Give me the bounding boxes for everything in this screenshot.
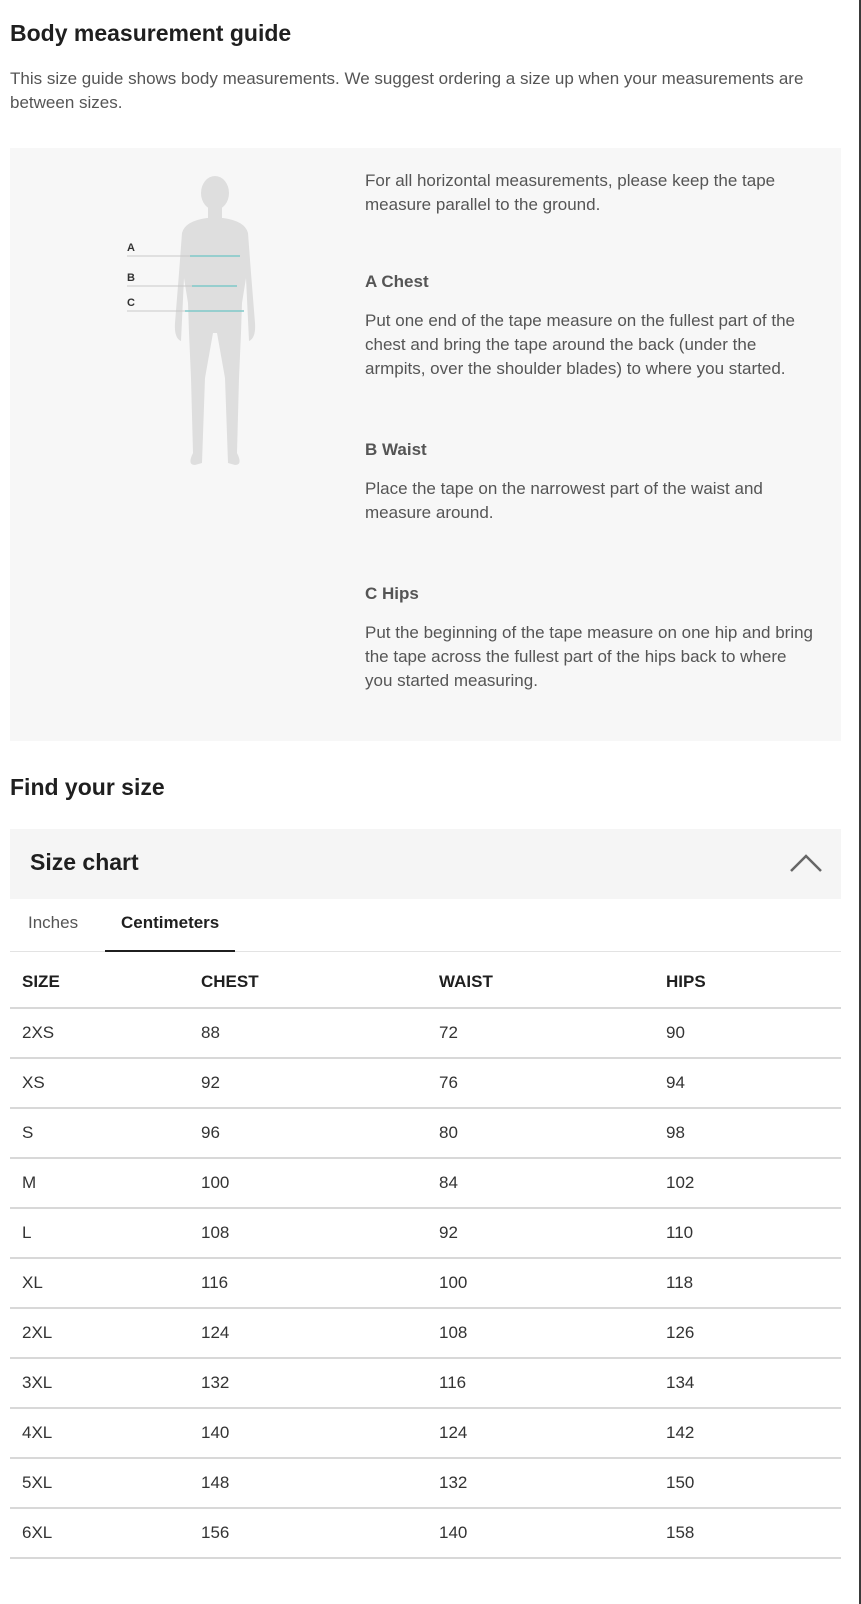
cell-hips: 158 bbox=[666, 1508, 841, 1558]
figure-label-c: C bbox=[127, 297, 135, 309]
cell-waist: 92 bbox=[439, 1208, 666, 1258]
column-header-size: SIZE bbox=[10, 957, 201, 1008]
chest-text: Put one end of the tape measure on the fullest part of the chest and bring the tape around the back (under the armpits, over the shoulder blades) to where you started. bbox=[365, 311, 796, 378]
cell-chest: 108 bbox=[201, 1208, 439, 1258]
measurement-guide-panel bbox=[10, 148, 841, 741]
column-header-waist: WAIST bbox=[439, 957, 666, 1008]
find-size-title: Find your size bbox=[10, 774, 165, 800]
cell-chest: 148 bbox=[201, 1458, 439, 1508]
cell-hips: 118 bbox=[666, 1258, 841, 1308]
cell-size: 4XL bbox=[10, 1408, 201, 1458]
table-row bbox=[10, 1058, 841, 1108]
size-chart-title: Size chart bbox=[30, 849, 139, 875]
cell-size: 2XL bbox=[10, 1308, 201, 1358]
cell-chest: 140 bbox=[201, 1408, 439, 1458]
column-header-hips: HIPS bbox=[666, 957, 841, 1008]
table-row bbox=[10, 1358, 841, 1408]
cell-hips: 150 bbox=[666, 1458, 841, 1508]
table-row bbox=[10, 1158, 841, 1208]
hips-heading: C Hips bbox=[365, 584, 419, 603]
cell-size: L bbox=[10, 1208, 201, 1258]
unit-tabs bbox=[10, 900, 841, 952]
cell-chest: 124 bbox=[201, 1308, 439, 1358]
cell-size: S bbox=[10, 1108, 201, 1158]
horizontal-note: For all horizontal measurements, please keep the tape measure parallel to the ground. bbox=[365, 171, 776, 214]
cell-hips: 90 bbox=[666, 1008, 841, 1058]
cell-size: M bbox=[10, 1158, 201, 1208]
cell-size: XL bbox=[10, 1258, 201, 1308]
table-row bbox=[10, 1508, 841, 1558]
cell-waist: 84 bbox=[439, 1158, 666, 1208]
waist-heading: B Waist bbox=[365, 440, 427, 459]
cell-chest: 88 bbox=[201, 1008, 439, 1058]
cell-size: 5XL bbox=[10, 1458, 201, 1508]
cell-hips: 142 bbox=[666, 1408, 841, 1458]
table-row bbox=[10, 1408, 841, 1458]
page-title: Body measurement guide bbox=[10, 20, 292, 46]
figure-label-a: A bbox=[127, 242, 135, 254]
chest-heading: A Chest bbox=[365, 272, 429, 291]
cell-chest: 132 bbox=[201, 1358, 439, 1408]
chevron-up-icon[interactable] bbox=[789, 851, 823, 875]
cell-hips: 94 bbox=[666, 1058, 841, 1108]
cell-hips: 126 bbox=[666, 1308, 841, 1358]
body-figure-illustration bbox=[115, 173, 275, 478]
figure-label-b: B bbox=[127, 272, 135, 284]
cell-waist: 80 bbox=[439, 1108, 666, 1158]
cell-chest: 100 bbox=[201, 1158, 439, 1208]
cell-size: 6XL bbox=[10, 1508, 201, 1558]
intro-text: This size guide shows body measurements. We suggest ordering a size up when your measurements are between sizes. bbox=[10, 69, 804, 112]
hips-text: Put the beginning of the tape measure on one hip and bring the tape across the fullest part of the hips back to where you started measuring. bbox=[365, 623, 814, 690]
table-row bbox=[10, 1008, 841, 1058]
table-header-row bbox=[10, 957, 841, 1008]
tab-inches[interactable]: Inches bbox=[28, 913, 79, 932]
cell-chest: 156 bbox=[201, 1508, 439, 1558]
cell-chest: 96 bbox=[201, 1108, 439, 1158]
table-row bbox=[10, 1108, 841, 1158]
cell-waist: 108 bbox=[439, 1308, 666, 1358]
cell-hips: 134 bbox=[666, 1358, 841, 1408]
table-row bbox=[10, 1308, 841, 1358]
column-header-chest: CHEST bbox=[201, 957, 439, 1008]
cell-waist: 76 bbox=[439, 1058, 666, 1108]
cell-size: 2XS bbox=[10, 1008, 201, 1058]
waist-text: Place the tape on the narrowest part of the waist and measure around. bbox=[365, 479, 763, 522]
table-row bbox=[10, 1258, 841, 1308]
cell-size: XS bbox=[10, 1058, 201, 1108]
cell-hips: 98 bbox=[666, 1108, 841, 1158]
cell-hips: 102 bbox=[666, 1158, 841, 1208]
cell-chest: 116 bbox=[201, 1258, 439, 1308]
cell-waist: 132 bbox=[439, 1458, 666, 1508]
cell-waist: 140 bbox=[439, 1508, 666, 1558]
cell-chest: 92 bbox=[201, 1058, 439, 1108]
tab-centimeters[interactable]: Centimeters bbox=[105, 900, 235, 952]
cell-waist: 100 bbox=[439, 1258, 666, 1308]
cell-waist: 124 bbox=[439, 1408, 666, 1458]
cell-hips: 110 bbox=[666, 1208, 841, 1258]
cell-waist: 116 bbox=[439, 1358, 666, 1408]
cell-waist: 72 bbox=[439, 1008, 666, 1058]
cell-size: 3XL bbox=[10, 1358, 201, 1408]
size-table bbox=[10, 957, 841, 1559]
table-row bbox=[10, 1208, 841, 1258]
table-row bbox=[10, 1458, 841, 1508]
size-chart-accordion-header[interactable] bbox=[10, 829, 841, 899]
